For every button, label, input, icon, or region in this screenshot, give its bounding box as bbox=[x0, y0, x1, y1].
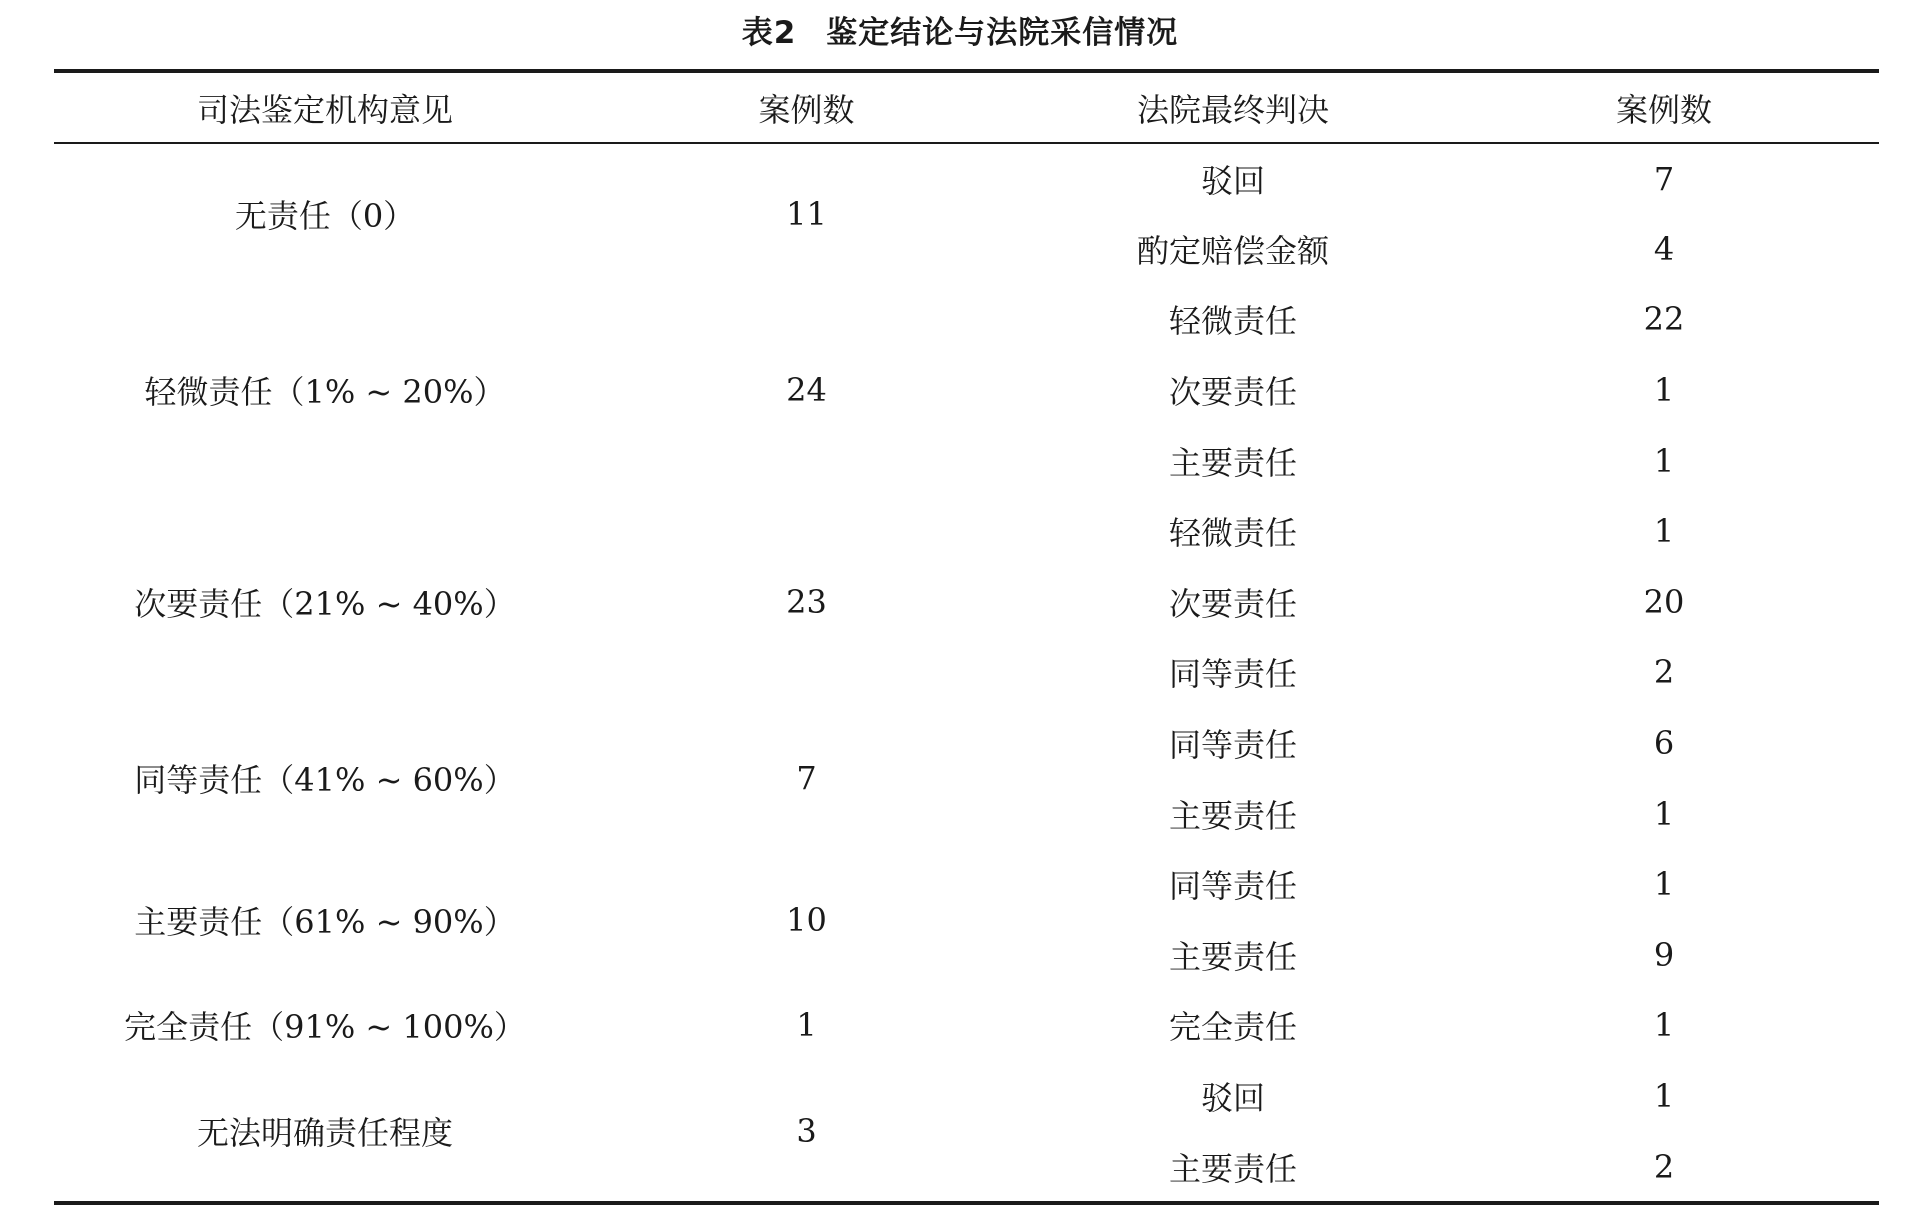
court-verdict-cell: 驳回 bbox=[1200, 161, 1265, 200]
opinion-case-count-cell: 24 bbox=[786, 371, 827, 410]
court-verdict-cell: 完全责任 bbox=[1168, 1008, 1297, 1047]
verdict-case-count-cell: 1 bbox=[1653, 441, 1675, 480]
verdict-case-count-cell: 20 bbox=[1643, 582, 1685, 621]
appraisal-opinion-cell: 无责任（0） bbox=[234, 197, 416, 236]
verdict-case-count-cell: 22 bbox=[1643, 300, 1685, 339]
opinion-case-count-cell: 3 bbox=[796, 1112, 817, 1151]
table-row bbox=[54, 143, 1879, 214]
court-verdict-cell: 主要责任 bbox=[1168, 937, 1297, 976]
opinion-case-count-cell: 23 bbox=[786, 582, 827, 621]
appraisal-opinion-cell: 次要责任（21% ~ 40%） bbox=[134, 584, 516, 623]
verdict-case-count-cell: 7 bbox=[1653, 159, 1675, 198]
table-row bbox=[54, 990, 1879, 1061]
table-row bbox=[54, 849, 1879, 920]
verdict-case-count-cell: 2 bbox=[1653, 653, 1675, 692]
court-verdict-cell: 主要责任 bbox=[1168, 443, 1297, 482]
table-row bbox=[54, 708, 1879, 779]
table-caption bbox=[0, 8, 1920, 58]
table-row bbox=[54, 1061, 1879, 1132]
court-verdict-cell: 同等责任 bbox=[1168, 867, 1297, 906]
opinion-case-count-cell: 1 bbox=[796, 1006, 817, 1045]
court-verdict-cell: 驳回 bbox=[1200, 1079, 1265, 1118]
appraisal-verdict-table bbox=[54, 73, 1879, 1202]
table-row bbox=[54, 284, 1879, 355]
court-verdict-cell: 轻微责任 bbox=[1168, 514, 1297, 553]
appraisal-opinion-cell: 主要责任（61% ~ 90%） bbox=[134, 902, 516, 941]
opinion-case-count-cell: 11 bbox=[786, 195, 827, 234]
appraisal-opinion-cell: 轻微责任（1% ~ 20%） bbox=[144, 373, 506, 412]
verdict-case-count-cell: 1 bbox=[1653, 1077, 1675, 1116]
appraisal-opinion-cell: 无法明确责任程度 bbox=[196, 1114, 453, 1153]
table-row bbox=[54, 496, 1879, 567]
court-verdict-cell: 主要责任 bbox=[1168, 796, 1297, 835]
header-opinion-count: 案例数 bbox=[758, 91, 855, 129]
court-verdict-cell: 主要责任 bbox=[1168, 1149, 1297, 1188]
table-title: 鉴定结论与法院采信情况 bbox=[826, 15, 1179, 51]
table-number: 表2 bbox=[741, 15, 797, 51]
verdict-case-count-cell: 9 bbox=[1653, 935, 1675, 974]
header-verdict: 法院最终判决 bbox=[1136, 91, 1329, 129]
opinion-case-count-cell: 7 bbox=[796, 759, 817, 798]
verdict-case-count-cell: 6 bbox=[1653, 724, 1675, 763]
verdict-case-count-cell: 1 bbox=[1653, 371, 1675, 410]
verdict-case-count-cell: 1 bbox=[1653, 865, 1675, 904]
header-opinion: 司法鉴定机构意见 bbox=[196, 91, 453, 129]
verdict-case-count-cell: 4 bbox=[1653, 229, 1675, 268]
court-verdict-cell: 次要责任 bbox=[1168, 373, 1297, 412]
court-verdict-cell: 次要责任 bbox=[1168, 584, 1297, 623]
appraisal-opinion-cell: 完全责任（91% ~ 100%） bbox=[124, 1008, 526, 1047]
verdict-case-count-cell: 1 bbox=[1653, 794, 1675, 833]
header-row bbox=[54, 73, 1879, 143]
court-verdict-cell: 轻微责任 bbox=[1168, 302, 1297, 341]
verdict-case-count-cell: 1 bbox=[1653, 1006, 1675, 1045]
header-verdict-count: 案例数 bbox=[1615, 91, 1712, 129]
verdict-case-count-cell: 2 bbox=[1653, 1147, 1675, 1186]
verdict-case-count-cell: 1 bbox=[1653, 512, 1675, 551]
court-verdict-cell: 酌定赔偿金额 bbox=[1136, 231, 1329, 270]
court-verdict-cell: 同等责任 bbox=[1168, 655, 1297, 694]
appraisal-opinion-cell: 同等责任（41% ~ 60%） bbox=[134, 761, 516, 800]
opinion-case-count-cell: 10 bbox=[786, 900, 827, 939]
table-body bbox=[54, 143, 1879, 1202]
court-verdict-cell: 同等责任 bbox=[1168, 726, 1297, 765]
